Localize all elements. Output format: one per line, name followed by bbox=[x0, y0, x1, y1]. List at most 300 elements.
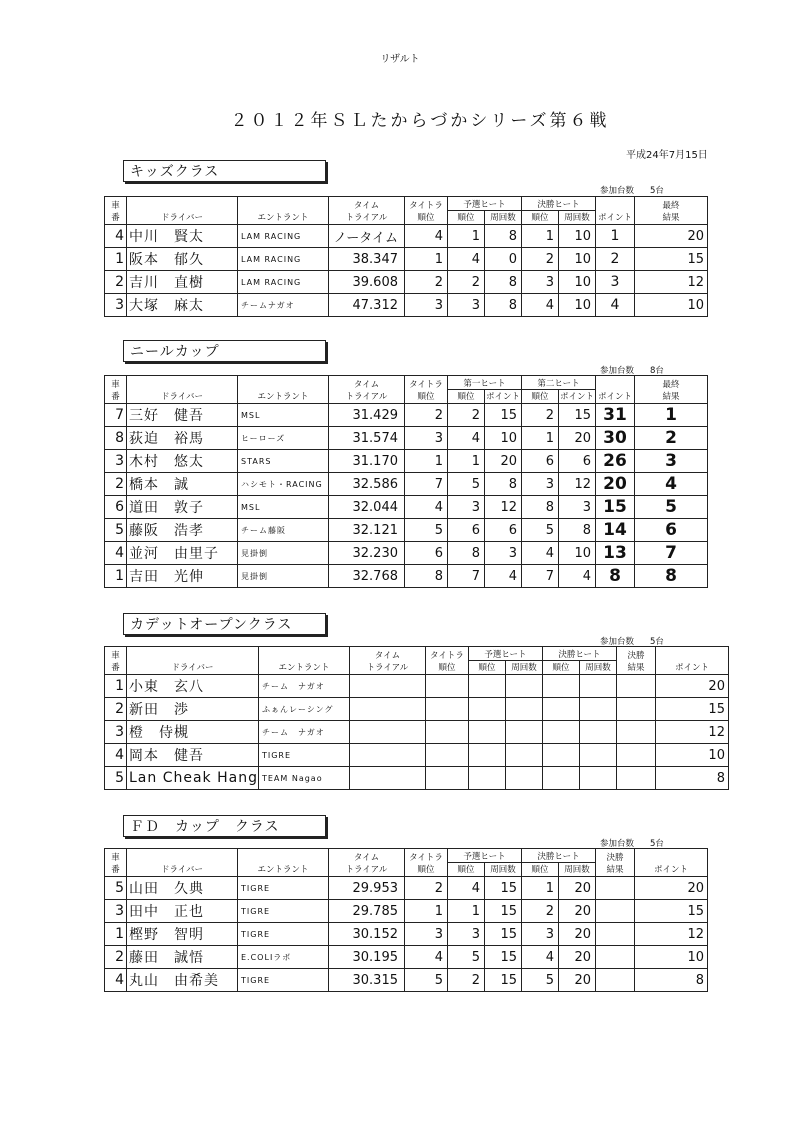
header-title-trial: タイトラ bbox=[425, 647, 468, 661]
points-or-final bbox=[596, 923, 635, 946]
heat2-col1 bbox=[542, 744, 579, 767]
header-driver-top bbox=[127, 197, 238, 211]
title-trial-rank: 6 bbox=[405, 542, 448, 565]
title-trial-rank: 4 bbox=[405, 946, 448, 969]
header-entrant: エントラント bbox=[238, 863, 329, 877]
header-time-2: トライアル bbox=[329, 211, 405, 225]
participant-count-value: 5台 bbox=[650, 186, 664, 196]
heat2-col2: 3 bbox=[559, 496, 596, 519]
points-or-final: 31 bbox=[596, 404, 635, 427]
final-result: 3 bbox=[635, 450, 708, 473]
entrant-name: TIGRE bbox=[238, 923, 329, 946]
car-number: 2 bbox=[105, 946, 127, 969]
heat2-col1: 5 bbox=[522, 519, 559, 542]
points-or-final bbox=[616, 767, 655, 790]
heat2-col1: 1 bbox=[522, 225, 559, 248]
header-time: タイム bbox=[329, 376, 405, 390]
header-col10-2: ポイント bbox=[596, 390, 635, 404]
header-group2-title: 決勝ヒート bbox=[542, 647, 616, 661]
heat1-col1: 2 bbox=[448, 271, 485, 294]
entrant-name: STARS bbox=[238, 450, 329, 473]
page-header: リザルト bbox=[380, 54, 420, 65]
final-result: 10 bbox=[635, 294, 708, 317]
points-or-final bbox=[616, 721, 655, 744]
heat2-col2: 8 bbox=[559, 519, 596, 542]
title-trial-rank bbox=[425, 767, 468, 790]
heat1-col2 bbox=[505, 744, 542, 767]
heat2-col2: 12 bbox=[559, 473, 596, 496]
points-or-final: 2 bbox=[596, 248, 635, 271]
entrant-name: チーム ナガオ bbox=[258, 721, 349, 744]
heat2-col2: 20 bbox=[559, 877, 596, 900]
driver-name: 橋本 誠 bbox=[127, 473, 238, 496]
entrant-name: チームナガオ bbox=[238, 294, 329, 317]
points-or-final: 8 bbox=[596, 565, 635, 588]
heat1-col2: 8 bbox=[485, 473, 522, 496]
points-or-final bbox=[596, 946, 635, 969]
title-trial-rank: 2 bbox=[405, 404, 448, 427]
points-or-final bbox=[596, 877, 635, 900]
driver-name: 大塚 麻太 bbox=[127, 294, 238, 317]
time-trial: 32.044 bbox=[329, 496, 405, 519]
header-group1-sub2: 周回数 bbox=[485, 863, 522, 877]
table-row bbox=[105, 427, 708, 450]
points-or-final bbox=[616, 675, 655, 698]
points-or-final bbox=[616, 698, 655, 721]
time-trial bbox=[349, 675, 425, 698]
class-name-box: ニールカップ bbox=[123, 340, 326, 362]
car-number: 3 bbox=[105, 721, 127, 744]
table-row bbox=[105, 450, 708, 473]
class-name-box: カデットオープンクラス bbox=[123, 613, 326, 635]
final-result: 15 bbox=[655, 698, 728, 721]
table-row bbox=[105, 565, 708, 588]
points-or-final: 13 bbox=[596, 542, 635, 565]
results-table bbox=[104, 646, 729, 790]
table-row bbox=[105, 698, 729, 721]
table-row bbox=[105, 271, 708, 294]
header-title-trial-2: 順位 bbox=[425, 661, 468, 675]
driver-name: 小東 玄八 bbox=[127, 675, 259, 698]
car-number: 2 bbox=[105, 271, 127, 294]
page-title: ２０１２年ＳＬたからづかシリーズ第６戦 bbox=[230, 111, 610, 131]
header-driver-top bbox=[127, 647, 259, 661]
final-result: 5 bbox=[635, 496, 708, 519]
final-result: 20 bbox=[655, 675, 728, 698]
heat2-col2: 20 bbox=[559, 427, 596, 450]
heat1-col1 bbox=[468, 767, 505, 790]
header-group1-sub1: 順位 bbox=[468, 661, 505, 675]
heat1-col1: 2 bbox=[448, 969, 485, 992]
heat1-col2: 10 bbox=[485, 427, 522, 450]
driver-name: 新田 渉 bbox=[127, 698, 259, 721]
heat2-col1: 2 bbox=[522, 248, 559, 271]
time-trial: 38.347 bbox=[329, 248, 405, 271]
entrant-name: ふぁんレーシング bbox=[258, 698, 349, 721]
entrant-name: TIGRE bbox=[238, 877, 329, 900]
heat1-col1: 6 bbox=[448, 519, 485, 542]
heat1-col2: 15 bbox=[485, 900, 522, 923]
header-entrant: エントラント bbox=[238, 211, 329, 225]
heat2-col2: 10 bbox=[559, 225, 596, 248]
final-result: 12 bbox=[635, 923, 708, 946]
entrant-name: ハシモト・RACING bbox=[238, 473, 329, 496]
driver-name: 橙 侍槻 bbox=[127, 721, 259, 744]
heat2-col2: 20 bbox=[559, 900, 596, 923]
header-col11-2: ポイント bbox=[655, 661, 728, 675]
time-trial: 32.230 bbox=[329, 542, 405, 565]
entrant-name: チーム藤阪 bbox=[238, 519, 329, 542]
table-row bbox=[105, 969, 708, 992]
heat1-col2: 15 bbox=[485, 923, 522, 946]
points-or-final bbox=[596, 900, 635, 923]
header-entrant-top bbox=[238, 849, 329, 863]
heat1-col1 bbox=[468, 721, 505, 744]
header-title-trial: タイトラ bbox=[405, 376, 448, 390]
title-trial-rank: 3 bbox=[405, 294, 448, 317]
table-row bbox=[105, 519, 708, 542]
entrant-name: LAM RACING bbox=[238, 271, 329, 294]
heat1-col1: 1 bbox=[448, 225, 485, 248]
class-name-box: キッズクラス bbox=[123, 160, 326, 182]
title-trial-rank: 2 bbox=[405, 271, 448, 294]
heat2-col1: 7 bbox=[522, 565, 559, 588]
title-trial-rank bbox=[425, 698, 468, 721]
heat2-col2: 10 bbox=[559, 248, 596, 271]
event-date: 平成24年7月15日 bbox=[626, 150, 708, 161]
heat2-col1 bbox=[542, 767, 579, 790]
table-row bbox=[105, 248, 708, 271]
header-col10: 決勝 bbox=[616, 647, 655, 661]
heat2-col2: 20 bbox=[559, 946, 596, 969]
heat1-col2: 8 bbox=[485, 294, 522, 317]
table-row bbox=[105, 675, 729, 698]
heat1-col1: 3 bbox=[448, 496, 485, 519]
final-result: 10 bbox=[655, 744, 728, 767]
final-result: 6 bbox=[635, 519, 708, 542]
title-trial-rank: 4 bbox=[405, 496, 448, 519]
header-car-no: 車 bbox=[105, 647, 127, 661]
header-car-no-2: 番 bbox=[105, 863, 127, 877]
heat1-col1: 4 bbox=[448, 427, 485, 450]
table-row bbox=[105, 473, 708, 496]
car-number: 3 bbox=[105, 900, 127, 923]
driver-name: 吉川 直樹 bbox=[127, 271, 238, 294]
time-trial bbox=[349, 744, 425, 767]
header-group1-title: 第一ヒート bbox=[448, 376, 522, 390]
table-row bbox=[105, 744, 729, 767]
header-group2-sub2: 周回数 bbox=[559, 211, 596, 225]
title-trial-rank: 7 bbox=[405, 473, 448, 496]
driver-name: 木村 悠太 bbox=[127, 450, 238, 473]
final-result: 12 bbox=[655, 721, 728, 744]
driver-name: 荻迫 裕馬 bbox=[127, 427, 238, 450]
header-col11-2: 結果 bbox=[635, 211, 708, 225]
header-car-no-2: 番 bbox=[105, 661, 127, 675]
results-table bbox=[104, 196, 708, 317]
driver-name: 丸山 由希美 bbox=[127, 969, 238, 992]
heat1-col2: 12 bbox=[485, 496, 522, 519]
heat1-col1: 5 bbox=[448, 946, 485, 969]
heat1-col2: 3 bbox=[485, 542, 522, 565]
time-trial: 32.121 bbox=[329, 519, 405, 542]
driver-name: 藤阪 浩孝 bbox=[127, 519, 238, 542]
car-number: 6 bbox=[105, 496, 127, 519]
heat2-col2: 6 bbox=[559, 450, 596, 473]
header-group1-sub2: 周回数 bbox=[485, 211, 522, 225]
entrant-name: MSL bbox=[238, 404, 329, 427]
table-row bbox=[105, 542, 708, 565]
heat1-col1: 2 bbox=[448, 404, 485, 427]
header-col10 bbox=[596, 376, 635, 390]
points-or-final: 3 bbox=[596, 271, 635, 294]
header-col11: 最終 bbox=[635, 376, 708, 390]
entrant-name: 見掛倒 bbox=[238, 542, 329, 565]
header-time-2: トライアル bbox=[329, 390, 405, 404]
final-result: 12 bbox=[635, 271, 708, 294]
header-driver: ドライバー bbox=[127, 863, 238, 877]
heat2-col1: 3 bbox=[522, 473, 559, 496]
heat1-col1 bbox=[468, 744, 505, 767]
table-row bbox=[105, 721, 729, 744]
heat1-col1: 3 bbox=[448, 294, 485, 317]
header-title-trial: タイトラ bbox=[405, 197, 448, 211]
car-number: 3 bbox=[105, 294, 127, 317]
heat2-col1: 2 bbox=[522, 404, 559, 427]
points-or-final: 14 bbox=[596, 519, 635, 542]
final-result: 2 bbox=[635, 427, 708, 450]
points-or-final: 30 bbox=[596, 427, 635, 450]
header-col10-2: ポイント bbox=[596, 211, 635, 225]
participant-count-label: 参加台数 bbox=[600, 366, 635, 376]
heat1-col1: 4 bbox=[448, 877, 485, 900]
title-trial-rank: 4 bbox=[405, 225, 448, 248]
heat2-col2 bbox=[579, 675, 616, 698]
heat1-col1: 1 bbox=[448, 450, 485, 473]
header-time: タイム bbox=[349, 647, 425, 661]
points-or-final bbox=[596, 969, 635, 992]
driver-name: 道田 敦子 bbox=[127, 496, 238, 519]
heat1-col2: 0 bbox=[485, 248, 522, 271]
driver-name: 藤田 誠悟 bbox=[127, 946, 238, 969]
heat2-col2: 10 bbox=[559, 294, 596, 317]
table-row bbox=[105, 294, 708, 317]
header-driver: ドライバー bbox=[127, 390, 238, 404]
heat1-col1 bbox=[468, 675, 505, 698]
time-trial: 32.586 bbox=[329, 473, 405, 496]
final-result: 20 bbox=[635, 225, 708, 248]
header-group1-sub1: 順位 bbox=[448, 211, 485, 225]
entrant-name: LAM RACING bbox=[238, 248, 329, 271]
time-trial: 31.574 bbox=[329, 427, 405, 450]
heat2-col1 bbox=[542, 675, 579, 698]
final-result: 15 bbox=[635, 248, 708, 271]
heat1-col2 bbox=[505, 721, 542, 744]
header-car-no-2: 番 bbox=[105, 390, 127, 404]
results-table bbox=[104, 848, 708, 992]
title-trial-rank: 5 bbox=[405, 519, 448, 542]
heat2-col1: 3 bbox=[522, 271, 559, 294]
participant-count-label: 参加台数 bbox=[600, 186, 635, 196]
car-number: 5 bbox=[105, 519, 127, 542]
heat2-col2: 4 bbox=[559, 565, 596, 588]
heat2-col2 bbox=[579, 744, 616, 767]
heat2-col2: 10 bbox=[559, 542, 596, 565]
title-trial-rank: 1 bbox=[405, 248, 448, 271]
time-trial bbox=[349, 698, 425, 721]
table-row bbox=[105, 404, 708, 427]
driver-name: 田中 正也 bbox=[127, 900, 238, 923]
heat1-col1: 8 bbox=[448, 542, 485, 565]
driver-name: 樫野 智明 bbox=[127, 923, 238, 946]
time-trial: 30.315 bbox=[329, 969, 405, 992]
heat2-col1 bbox=[542, 721, 579, 744]
car-number: 3 bbox=[105, 450, 127, 473]
driver-name: 岡本 健吾 bbox=[127, 744, 259, 767]
header-col10-2: 結果 bbox=[596, 863, 635, 877]
heat2-col1: 2 bbox=[522, 900, 559, 923]
heat2-col2 bbox=[579, 698, 616, 721]
heat1-col2: 4 bbox=[485, 565, 522, 588]
entrant-name: MSL bbox=[238, 496, 329, 519]
entrant-name: TEAM Nagao bbox=[258, 767, 349, 790]
participant-count-value: 8台 bbox=[650, 366, 664, 376]
header-group1-sub2: ポイント bbox=[485, 390, 522, 404]
driver-name: 中川 賢太 bbox=[127, 225, 238, 248]
header-time: タイム bbox=[329, 849, 405, 863]
title-trial-rank: 2 bbox=[405, 877, 448, 900]
header-car-no: 車 bbox=[105, 376, 127, 390]
table-row bbox=[105, 496, 708, 519]
heat2-col2 bbox=[579, 721, 616, 744]
heat2-col1: 4 bbox=[522, 542, 559, 565]
heat1-col2: 15 bbox=[485, 969, 522, 992]
header-group1-sub2: 周回数 bbox=[505, 661, 542, 675]
heat2-col1: 8 bbox=[522, 496, 559, 519]
heat2-col1: 1 bbox=[522, 427, 559, 450]
title-trial-rank bbox=[425, 721, 468, 744]
header-group2-sub2: ポイント bbox=[559, 390, 596, 404]
car-number: 1 bbox=[105, 675, 127, 698]
header-group1-sub1: 順位 bbox=[448, 863, 485, 877]
heat1-col2 bbox=[505, 698, 542, 721]
heat2-col1 bbox=[542, 698, 579, 721]
table-row bbox=[105, 923, 708, 946]
title-trial-rank bbox=[425, 744, 468, 767]
header-entrant: エントラント bbox=[258, 661, 349, 675]
entrant-name: E.COLIラボ bbox=[238, 946, 329, 969]
car-number: 2 bbox=[105, 698, 127, 721]
heat1-col2: 15 bbox=[485, 877, 522, 900]
car-number: 8 bbox=[105, 427, 127, 450]
heat2-col2: 20 bbox=[559, 923, 596, 946]
time-trial: 30.195 bbox=[329, 946, 405, 969]
header-driver-top bbox=[127, 376, 238, 390]
time-trial: 29.953 bbox=[329, 877, 405, 900]
entrant-name: 見掛倒 bbox=[238, 565, 329, 588]
title-trial-rank: 1 bbox=[405, 900, 448, 923]
time-trial: 47.312 bbox=[329, 294, 405, 317]
car-number: 4 bbox=[105, 969, 127, 992]
results-table bbox=[104, 375, 708, 588]
header-group1-title: 予選ヒート bbox=[448, 197, 522, 211]
header-col11-2: 結果 bbox=[635, 390, 708, 404]
heat2-col1: 4 bbox=[522, 294, 559, 317]
heat2-col2 bbox=[579, 767, 616, 790]
header-car-no-2: 番 bbox=[105, 211, 127, 225]
table-row bbox=[105, 225, 708, 248]
final-result: 8 bbox=[635, 565, 708, 588]
header-group2-title: 決勝ヒート bbox=[522, 849, 596, 863]
heat1-col2: 15 bbox=[485, 404, 522, 427]
header-group2-sub1: 順位 bbox=[522, 863, 559, 877]
header-entrant: エントラント bbox=[238, 390, 329, 404]
header-group2-sub1: 順位 bbox=[522, 211, 559, 225]
heat2-col2: 15 bbox=[559, 404, 596, 427]
heat1-col2: 6 bbox=[485, 519, 522, 542]
time-trial: 30.152 bbox=[329, 923, 405, 946]
driver-name: 阪本 郁久 bbox=[127, 248, 238, 271]
header-group2-sub1: 順位 bbox=[542, 661, 579, 675]
time-trial: 31.170 bbox=[329, 450, 405, 473]
title-trial-rank: 5 bbox=[405, 969, 448, 992]
header-entrant-top bbox=[238, 197, 329, 211]
heat1-col1: 7 bbox=[448, 565, 485, 588]
header-group1-sub1: 順位 bbox=[448, 390, 485, 404]
header-col10 bbox=[596, 197, 635, 211]
header-time: タイム bbox=[329, 197, 405, 211]
heat2-col1: 1 bbox=[522, 877, 559, 900]
final-result: 15 bbox=[635, 900, 708, 923]
header-group2-sub1: 順位 bbox=[522, 390, 559, 404]
header-driver-top bbox=[127, 849, 238, 863]
heat1-col2: 20 bbox=[485, 450, 522, 473]
entrant-name: ヒーローズ bbox=[238, 427, 329, 450]
heat2-col1: 4 bbox=[522, 946, 559, 969]
header-group2-title: 決勝ヒート bbox=[522, 197, 596, 211]
header-driver: ドライバー bbox=[127, 211, 238, 225]
participant-count bbox=[600, 184, 664, 196]
class-name-box: ＦＤ カップ クラス bbox=[123, 815, 326, 837]
header-title-trial-2: 順位 bbox=[405, 211, 448, 225]
header-group2-title: 第二ヒート bbox=[522, 376, 596, 390]
entrant-name: TIGRE bbox=[238, 900, 329, 923]
heat1-col2 bbox=[505, 675, 542, 698]
points-or-final: 1 bbox=[596, 225, 635, 248]
participant-count-label: 参加台数 bbox=[600, 839, 635, 849]
title-trial-rank: 8 bbox=[405, 565, 448, 588]
final-result: 8 bbox=[635, 969, 708, 992]
header-title-trial: タイトラ bbox=[405, 849, 448, 863]
final-result: 1 bbox=[635, 404, 708, 427]
points-or-final: 26 bbox=[596, 450, 635, 473]
table-row bbox=[105, 767, 729, 790]
header-col10: 決勝 bbox=[596, 849, 635, 863]
points-or-final: 20 bbox=[596, 473, 635, 496]
entrant-name: TIGRE bbox=[238, 969, 329, 992]
points-or-final: 15 bbox=[596, 496, 635, 519]
points-or-final: 4 bbox=[596, 294, 635, 317]
car-number: 4 bbox=[105, 744, 127, 767]
heat1-col2: 8 bbox=[485, 271, 522, 294]
header-driver: ドライバー bbox=[127, 661, 259, 675]
time-trial: 32.768 bbox=[329, 565, 405, 588]
header-time-2: トライアル bbox=[349, 661, 425, 675]
header-col11 bbox=[655, 647, 728, 661]
heat1-col1: 3 bbox=[448, 923, 485, 946]
car-number: 2 bbox=[105, 473, 127, 496]
final-result: 7 bbox=[635, 542, 708, 565]
